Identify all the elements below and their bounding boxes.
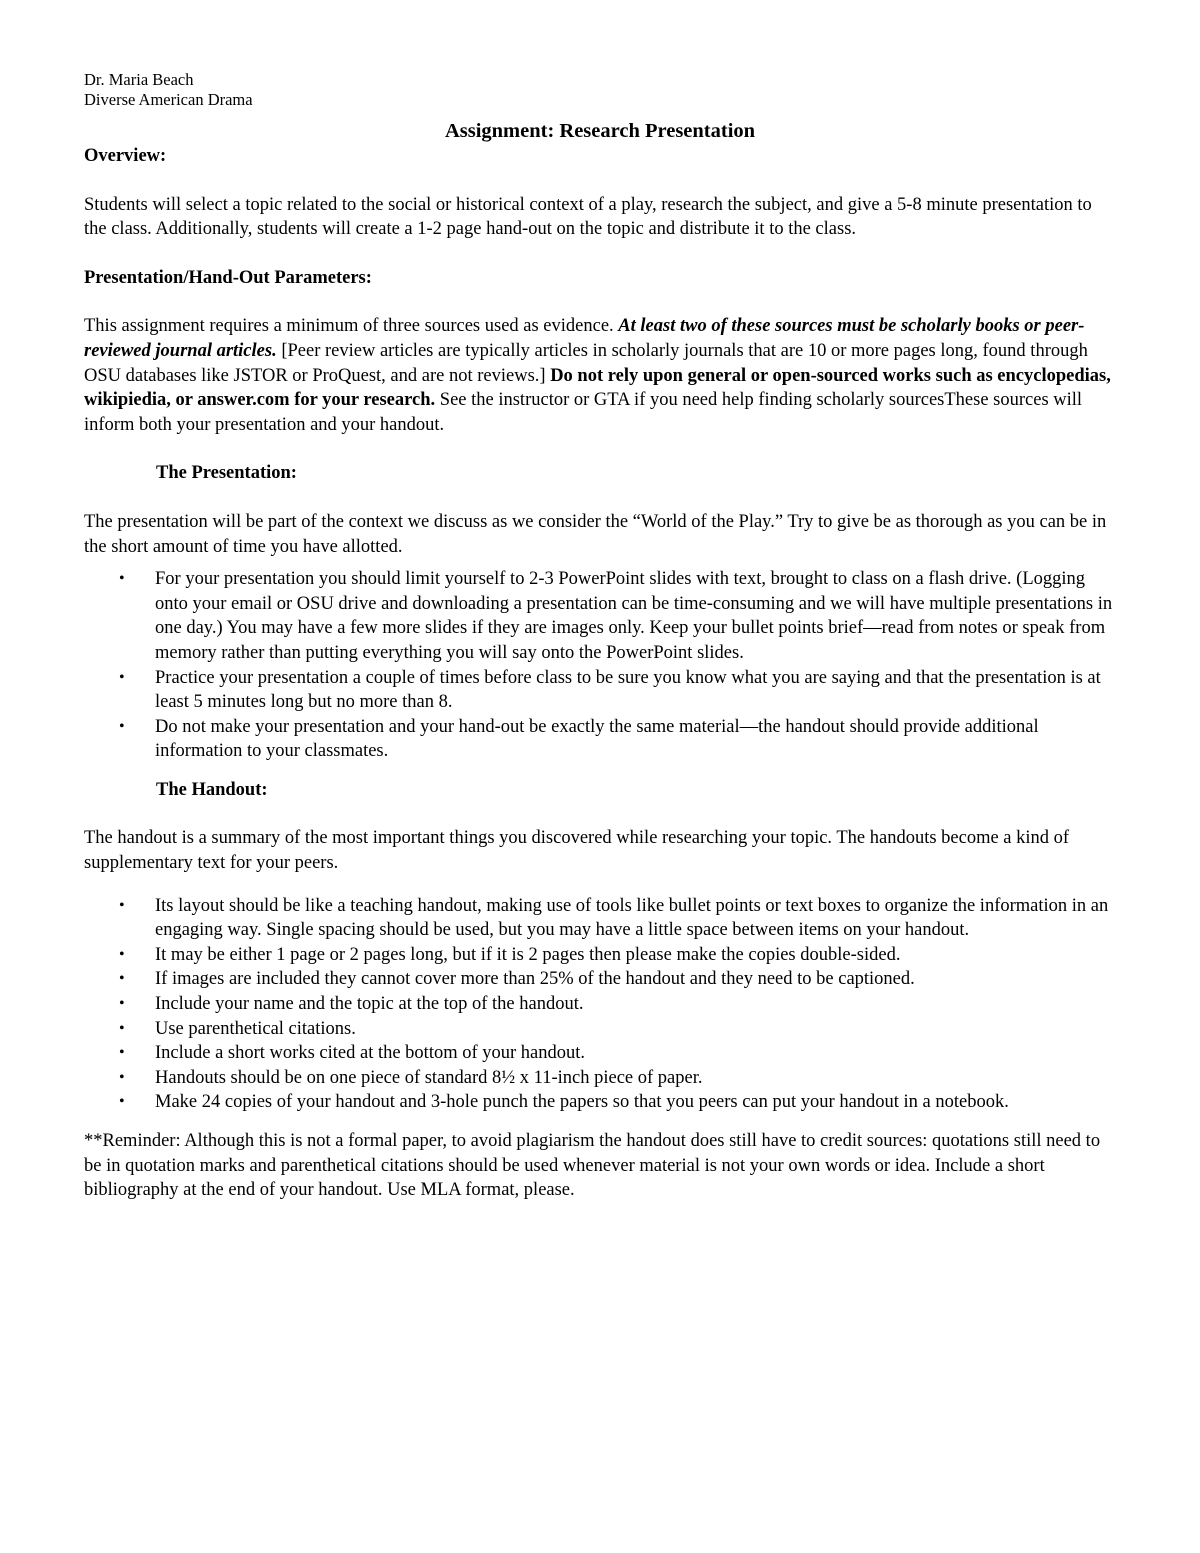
bullet-icon: • bbox=[119, 717, 125, 735]
parameters-closing: See the instructor or GTA if you need help finding scholarly sourcesThese sources will inform both your presentation and your handout. bbox=[84, 390, 1083, 435]
handout-bullet-list bbox=[84, 894, 1116, 1115]
parameters-peer-note: [Peer review articles are typically articles in scholarly journals that are 10 or more pages long, found through OSU databases like JSTOR or ProQuest, and are not reviews.] bbox=[84, 340, 1088, 386]
presentation-bullet-list bbox=[84, 567, 1116, 764]
document-page bbox=[84, 70, 1116, 1203]
bullet-icon: • bbox=[119, 570, 125, 588]
presentation-text: The presentation will be part of the context we discuss as we consider the “World of the Play.” Try to give be as thorough as you can be in the short amount of time you have allotted. bbox=[84, 511, 1107, 557]
list-item-text: If images are included they cannot cover more than 25% of the handout and they need to be captioned. bbox=[155, 969, 915, 990]
list-item bbox=[84, 1041, 1116, 1066]
list-item bbox=[84, 1090, 1116, 1115]
handout-text: The handout is a summary of the most important things you discovered while researching your topic. The handouts become a kind of supplementary text for your peers. bbox=[84, 828, 1070, 874]
list-item bbox=[84, 1066, 1116, 1091]
overview-text: Students will select a topic related to the social or historical context of a play, research the subject, and give a 5-8 minute presentation to the class. Additionally, students will create a 1-2 page hand-out on the topic and distribute it to the class. bbox=[84, 194, 1092, 240]
list-item bbox=[84, 715, 1116, 764]
list-item bbox=[84, 992, 1116, 1017]
parameters-intro: This assignment requires a minimum of three sources used as evidence. bbox=[84, 316, 619, 337]
course-name: Diverse American Drama bbox=[84, 90, 253, 109]
bullet-icon: • bbox=[119, 896, 125, 914]
overview-heading: Overview: bbox=[84, 146, 167, 166]
list-item-text: Make 24 copies of your handout and 3-hole punch the papers so that you peers can put your handout in a notebook. bbox=[155, 1092, 1009, 1113]
bullet-icon: • bbox=[119, 668, 125, 686]
parameters-heading: Presentation/Hand-Out Parameters: bbox=[84, 267, 372, 288]
bullet-icon: • bbox=[119, 1044, 125, 1062]
parameters-emphasis: At least two of these sources must be scholarly books or peer-reviewed journal articles. bbox=[84, 316, 1085, 361]
list-item bbox=[84, 894, 1116, 943]
list-item-text: Practice your presentation a couple of times before class to be sure you know what you are saying and that the presentation is at least 5 minutes long but no more than 8. bbox=[155, 667, 1101, 713]
bullet-icon: • bbox=[119, 1093, 125, 1111]
list-item bbox=[84, 666, 1116, 715]
list-item bbox=[84, 567, 1116, 665]
handout-heading: The Handout: bbox=[156, 779, 268, 800]
list-item-text: It may be either 1 page or 2 pages long, but if it is 2 pages then please make the copies double-sided. bbox=[155, 944, 901, 965]
author-name: Dr. Maria Beach bbox=[84, 70, 194, 89]
bullet-icon: • bbox=[119, 1068, 125, 1086]
bullet-icon: • bbox=[119, 945, 125, 963]
parameters-paragraph bbox=[84, 314, 1116, 437]
list-item-text: Include a short works cited at the bottom of your handout. bbox=[155, 1043, 586, 1064]
list-item-text: Do not make your presentation and your hand-out be exactly the same material—the handout should provide additional information to your classmates. bbox=[155, 716, 1039, 762]
presentation-heading: The Presentation: bbox=[156, 463, 297, 484]
list-item bbox=[84, 967, 1116, 992]
list-item-text: Its layout should be like a teaching handout, making use of tools like bullet points or text boxes to organize the information in an engaging way. Single spacing should be used, but you may have a little space between items on your handout. bbox=[155, 895, 1109, 941]
bullet-icon: • bbox=[119, 970, 125, 988]
parameters-warning: Do not rely upon general or open-sourced works such as encyclopedias, wikipiedia, or answer.com for your research. bbox=[84, 365, 1111, 411]
list-item-text: Handouts should be on one piece of standard 8½ x 11-inch piece of paper. bbox=[155, 1067, 703, 1088]
bullet-icon: • bbox=[119, 995, 125, 1013]
list-item-text: Use parenthetical citations. bbox=[155, 1018, 356, 1039]
page-title: Assignment: Research Presentation bbox=[444, 120, 756, 142]
list-item-text: Include your name and the topic at the top of the handout. bbox=[155, 994, 584, 1015]
list-item bbox=[84, 943, 1116, 968]
list-item bbox=[84, 1017, 1116, 1042]
bullet-icon: • bbox=[119, 1019, 125, 1037]
list-item-text: For your presentation you should limit yourself to 2-3 PowerPoint slides with text, brought to class on a flash drive. (Logging onto your email or OSU drive and downloading a presentation can be time-consuming and we will have multiple presentations in one day.) You may have a few more slides if they are images only. Keep your bullet points brief—read from notes or speak from memory rather than putting everything you will say onto the PowerPoint slides. bbox=[155, 569, 1113, 663]
reminder-text: **Reminder: Although this is not a formal paper, to avoid plagiarism the handout does still have to credit sources: quotations still need to be in quotation marks and parenthetical citations should be used whenever material is not your own words or idea. Include a short bibliography at the end of your handout. Use MLA format, please. bbox=[84, 1131, 1101, 1201]
